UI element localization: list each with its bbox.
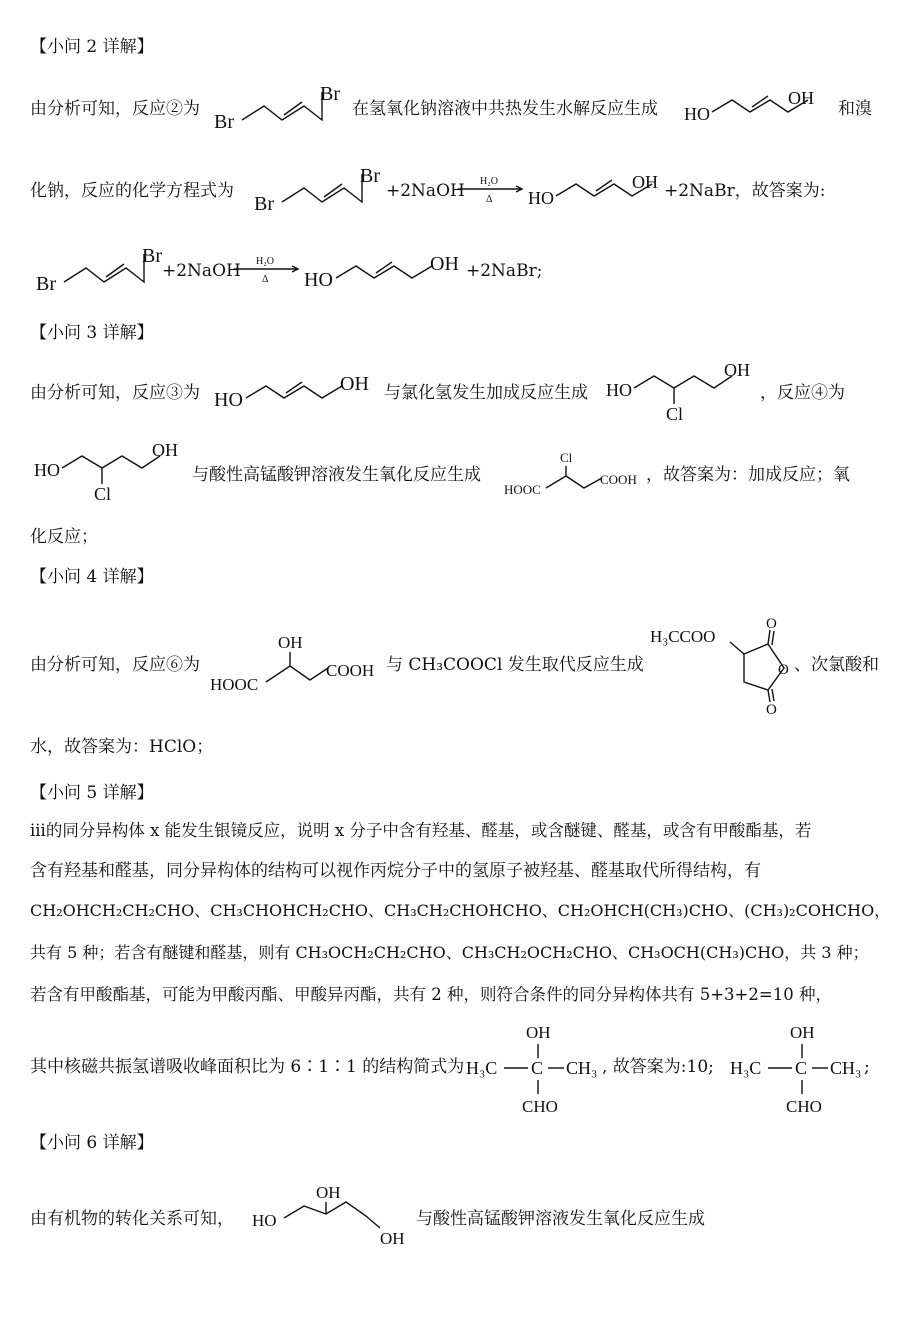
- atom-o-bottom: O: [766, 702, 777, 718]
- atom-cho: CHO: [786, 1097, 822, 1116]
- atom-ho: HO: [34, 460, 60, 480]
- atom-oh: OH: [632, 172, 658, 192]
- q5-line1: iii的同分异构体 x 能发生银镜反应，说明 x 分子中含有羟基、醛基，或含醚键、醛基，或含有甲酸酯基，若: [30, 821, 812, 840]
- q6-line1-b: 与酸性高锰酸钾溶液发生氧化反应生成: [416, 1209, 705, 1229]
- atom-ch3: CH₃: [566, 1058, 598, 1078]
- q2-line3-c: +2NaBr;: [466, 261, 543, 281]
- q3-line2-b: 与酸性高锰酸钾溶液发生氧化反应生成: [192, 465, 481, 485]
- atom-oh-top: OH: [316, 1183, 341, 1202]
- atom-oh: OH: [340, 373, 369, 395]
- butenediol-structure-2: [528, 168, 678, 208]
- q3-line2-c: ，故答案为：加成反应；氧: [646, 465, 850, 485]
- atom-oh: OH: [526, 1023, 551, 1042]
- hydroxy-methylpropanal-structure-2: [730, 1016, 870, 1116]
- q2-line1-a: 由分析可知，反应②为: [30, 99, 200, 119]
- atom-hooc: HOOC: [504, 482, 541, 497]
- atom-cl: Cl: [666, 404, 684, 424]
- atom-h3c: H₃C: [466, 1058, 498, 1078]
- malic-acid-structure: [210, 628, 385, 694]
- q2-line1-c: 和溴: [838, 99, 872, 119]
- q3-line1-c: ，反应④为: [760, 383, 845, 403]
- atom-ho: HO: [252, 1211, 277, 1230]
- dibromobutene-structure-2: [252, 162, 392, 218]
- atom-br-left: Br: [36, 273, 56, 295]
- q5-line6-a: 其中核磁共振氢谱吸收峰面积比为 6∶1∶1 的结构简式为: [30, 1057, 465, 1077]
- atom-h3ccoo: H₃CCOO: [650, 627, 716, 646]
- atom-oh: OH: [788, 88, 814, 108]
- q4-line1-b: 与 CH₃COOCl 发生取代反应生成: [386, 655, 644, 675]
- atom-ch3: CH₃: [830, 1058, 862, 1078]
- arrow-label-delta: Δ: [262, 274, 269, 285]
- q6-line1-a: 由有机物的转化关系可知，: [30, 1209, 234, 1229]
- atom-ho: HO: [214, 389, 243, 411]
- arrow-label-h2o: H₂O: [480, 176, 498, 187]
- q5-line3: CH₂OHCH₂CH₂CHO、CH₃CHOHCH₂CHO、CH₃CH₂CHOHCHO、CH₂OHCH(CH₃)CHO、(CH₃)₂COHCHO，: [30, 901, 891, 920]
- atom-br-right: Br: [360, 165, 380, 187]
- q3-line1-b: 与氯化氢发生加成反应生成: [384, 383, 588, 403]
- atom-cl: Cl: [560, 450, 573, 465]
- butenediol-structure-1: [684, 84, 834, 124]
- arrow-label-delta: Δ: [486, 194, 493, 205]
- q2-line2-c: +2NaBr，故答案为:: [664, 181, 826, 201]
- q5-line5: 若含有甲酸酯基，可能为甲酸丙酯、甲酸异丙酯，共有 2 种，则符合条件的同分异构体共有 5+3+2=10 种，: [30, 985, 832, 1004]
- butanetriol-structure: [252, 1178, 417, 1254]
- q5-line6-b: , 故答案为:10;: [602, 1057, 714, 1077]
- atom-ho: HO: [606, 380, 632, 400]
- atom-cooh: COOH: [600, 472, 637, 487]
- arrow-label-h2o: H₂O: [256, 256, 274, 267]
- q5-line6-c: ;: [864, 1057, 870, 1077]
- dibromobutene-structure-3: [34, 242, 174, 298]
- atom-c: C: [531, 1058, 544, 1078]
- atom-oh: OH: [152, 440, 178, 460]
- atom-br-right: Br: [320, 83, 340, 105]
- atom-br-right: Br: [142, 245, 162, 267]
- heading-q3: 【小问 3 详解】: [30, 323, 154, 343]
- q2-line2-b: +2NaOH: [386, 181, 465, 201]
- atom-ho: HO: [528, 188, 554, 208]
- atom-oh-bottom: OH: [380, 1229, 405, 1248]
- q2-line1-b: 在氢氧化钠溶液中共热发生水解反应生成: [352, 99, 658, 119]
- q4-line1-a: 由分析可知，反应⑥为: [30, 655, 200, 675]
- chlorobutanediol-structure-2: [34, 438, 194, 504]
- atom-ho: HO: [304, 269, 333, 291]
- reaction-arrow-2: [232, 254, 302, 286]
- heading-q2: 【小问 2 详解】: [30, 37, 154, 57]
- dibromobutene-structure-1: [212, 80, 352, 136]
- atom-o-top: O: [766, 616, 777, 632]
- atom-br-left: Br: [254, 193, 274, 215]
- atom-ho: HO: [684, 104, 710, 124]
- chlorobutanediol-structure-1: [606, 358, 756, 424]
- q4-line1-c: 、次氯酸和: [794, 655, 879, 675]
- atom-cho: CHO: [522, 1097, 558, 1116]
- q4-line2: 水，故答案为：HClO；: [30, 737, 214, 757]
- chlorosuccinic-acid-structure: [504, 448, 654, 498]
- atom-oh: OH: [724, 360, 750, 380]
- q2-line2-a: 化钠，反应的化学方程式为: [30, 181, 234, 201]
- q2-line3-b: +2NaOH: [162, 261, 241, 281]
- butenediol-structure-3: [304, 248, 464, 292]
- q5-line4: 共有 5 种；若含有醚键和醛基，则有 CH₃OCH₂CH₂CHO、CH₃CH₂OCH₂CHO、CH₃OCH(CH₃)CHO，共 3 种；: [30, 943, 869, 962]
- q3-line1-a: 由分析可知，反应③为: [30, 383, 200, 403]
- butenediol-structure-4: [214, 368, 384, 412]
- heading-q4: 【小问 4 详解】: [30, 567, 154, 587]
- atom-o-ring: O: [778, 662, 789, 678]
- heading-q6: 【小问 6 详解】: [30, 1133, 154, 1153]
- atom-oh: OH: [278, 633, 303, 652]
- atom-br-left: Br: [214, 111, 234, 133]
- atom-h3c: H₃C: [730, 1058, 762, 1078]
- heading-q5: 【小问 5 详解】: [30, 783, 154, 803]
- q5-line2: 含有羟基和醛基，同分异构体的结构可以视作丙烷分子中的氢原子被羟基、醛基取代所得结构，有: [30, 861, 761, 881]
- hydroxy-methylpropanal-structure-1: [466, 1016, 606, 1116]
- atom-cooh: COOH: [326, 661, 375, 680]
- atom-oh: OH: [790, 1023, 815, 1042]
- atom-cl: Cl: [94, 484, 112, 504]
- acetoxy-succinic-anhydride-structure: [650, 614, 800, 720]
- atom-hooc: HOOC: [210, 675, 259, 694]
- atom-c: C: [795, 1058, 808, 1078]
- q3-line3: 化反应；: [30, 527, 98, 547]
- reaction-arrow-1: [456, 174, 526, 206]
- atom-oh: OH: [430, 253, 459, 275]
